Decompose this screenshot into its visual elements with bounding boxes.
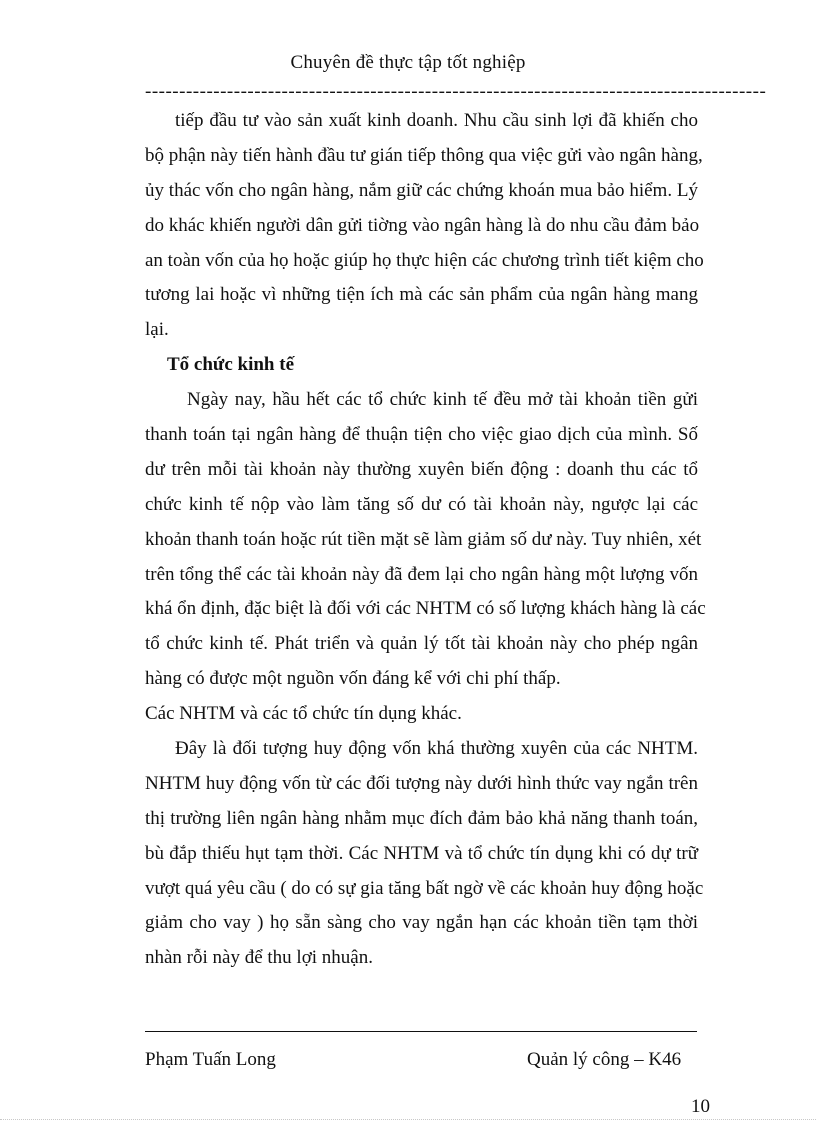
paragraph-line: dư trên mỗi tài khoản này thường xuyên biến động : doanh thu các tổ	[145, 458, 698, 480]
paragraph-line: tương lai hoặc vì những tiện ích mà các sản phẩm của ngân hàng mang	[145, 284, 698, 306]
header-dashed-rule: -------------------------------------------------------------------------------------------	[145, 81, 767, 102]
paragraph-line: trên tổng thể các tài khoản này đã đem lại cho ngân hàng một lượng vốn	[145, 563, 698, 585]
paragraph-line: giảm cho vay ) họ sẵn sàng cho vay ngắn hạn các khoản tiền tạm thời	[145, 912, 698, 934]
page-edge-divider	[0, 1119, 816, 1120]
paragraph-line: bộ phận này tiến hành đầu tư gián tiếp thông qua việc gửi vào ngân hàng,	[145, 144, 703, 166]
paragraph-line: thanh toán tại ngân hàng để thuận tiện cho việc giao dịch của mình. Số	[145, 424, 698, 446]
paragraph-line: vượt quá yêu cầu ( do có sự gia tăng bất ngờ về các khoản huy động hoặc	[145, 877, 704, 899]
page-header-title: Chuyên đề thực tập tốt nghiệp	[290, 52, 526, 73]
footer-class-label: Quản lý công – K46	[527, 1049, 682, 1070]
paragraph-line: khá ổn định, đặc biệt là đối với các NHTM có số lượng khách hàng là các	[145, 598, 706, 620]
paragraph-line: NHTM huy động vốn từ các đối tượng này dưới hình thức vay ngắn trên	[145, 772, 698, 794]
paragraph-line: nhàn rỗi này để thu lợi nhuận.	[145, 947, 373, 969]
paragraph-line: thị trường liên ngân hàng nhằm mục đích đảm bảo khả năng thanh toán,	[145, 807, 698, 829]
body-text	[145, 104, 706, 976]
paragraph-line: khoản thanh toán hoặc rút tiền mặt sẽ làm giảm số dư này. Tuy nhiên, xét	[145, 528, 702, 550]
section-heading: Tổ chức kinh tế	[167, 354, 294, 376]
paragraph-line: bù đắp thiếu hụt tạm thời. Các NHTM và tổ chức tín dụng khi có dự trữ	[145, 842, 698, 864]
paragraph-line: chức kinh tế nộp vào làm tăng số dư có tài khoản này, ngược lại các	[145, 493, 698, 515]
paragraph-line: ủy thác vốn cho ngân hàng, nắm giữ các chứng khoán mua bảo hiểm. Lý	[145, 179, 698, 201]
footer-rule	[145, 1031, 697, 1032]
paragraph-line: lại.	[145, 319, 169, 341]
paragraph-line: tiếp đầu tư vào sản xuất kinh doanh. Nhu cầu sinh lợi đã khiến cho	[175, 110, 698, 131]
paragraph-line: Đây là đối tượng huy động vốn khá thường xuyên của các NHTM.	[175, 738, 698, 760]
paragraph-line: Ngày nay, hầu hết các tổ chức kinh tế đều mở tài khoản tiền gửi	[187, 389, 698, 411]
paragraph-line: hàng có được một nguồn vốn đáng kể với chi phí thấp.	[145, 668, 561, 690]
paragraph-line: an toàn vốn của họ hoặc giúp họ thực hiện các chương trình tiết kiệm cho	[145, 249, 704, 271]
paragraph-line: tổ chức kinh tế. Phát triển và quản lý tốt tài khoản này cho phép ngân	[145, 633, 698, 655]
paragraph-line: do khác khiến người dân gửi tiờng vào ngân hàng là do nhu cầu đảm bảo	[145, 214, 700, 236]
footer-author: Phạm Tuấn Long	[145, 1049, 276, 1070]
section-heading: Các NHTM và các tổ chức tín dụng khác.	[145, 703, 462, 725]
page-number: 10	[691, 1096, 710, 1117]
